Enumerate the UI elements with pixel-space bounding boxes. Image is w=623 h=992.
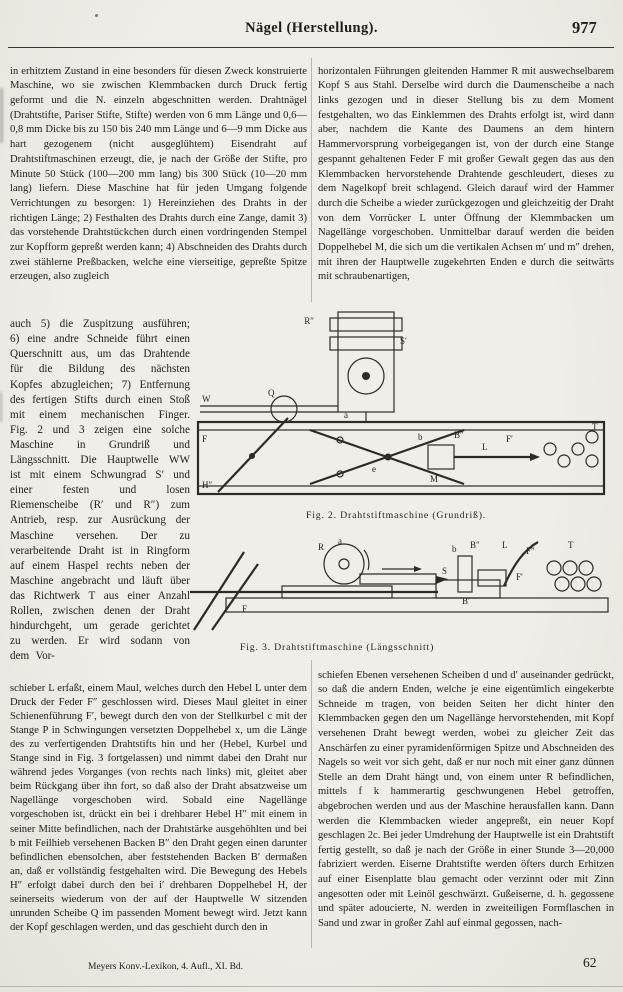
fig3-label: L [502, 540, 508, 550]
fig3-label: T [568, 540, 574, 550]
figure-block [186, 308, 616, 660]
right-column-text-bottom: schiefen Ebenen versehenen Scheiben d und d′ auseinander gedrückt, so daß die andern Enden, welche je eine eigentümlich eingekerbte Schneide m tragen, von beiden Seiten her dicht hinter den Klemmbacken gegen den um Nagellänge hervorstehenden, mit Kopf versehenen Draht bewegt werden, wobei zu gleicher Zeit das Anschärfen zu einer pyramidenförmigen Spitze und Abschneiden des Nagels so weit vor sich geht, daß er nur noch mit einer ganz dünnen Stelle an dem Draht hängt und, von einem unter R befindlichen, mittels f k hammerartig geschwungenen Hebel getroffen, abgebrochen werden und aus der Maschine herausfallen kann. Dann werden die Klemmbacken wieder angepreßt, ein neuer Kopf geschlagen 2c. Bei jeder Umdrehung der Hauptwelle ist ein Drahtstift fertig gestellt, so daß je nach der Größe in einer Stunde 3—20,000 fabriziert werden. Eiserne Drahtstifte werden öfters durch Erhitzen auf einer Eisenplatte blau gemacht oder verzinnt oder mit Zinn angesotten oder mit Leinöl geschwärzt. Gußeiserne, d. h. gegossene und später adoucierte, N. werden in zweiteiligen Formflaschen in Sand und zwar in großer Zahl auf einmal gegossen, nach- [318, 669, 614, 929]
fig3-caption: Fig. 3. Drahtstiftmaschine (Längsschnitt) [240, 642, 435, 653]
right-column-text-top: horizontalen Führungen gleitenden Hammer R mit auswechselbarem Kopf S aus Stahl. Derselbe wird durch die Daumenscheibe a nach links gezogen und in dieser Stellung bis zu dem Moment festgehalten, wo das Einklemmen des Drahts erfolgt ist, wird dann aber, nachdem die Kante des Daumens an dem hintern Hammervorsprung vorbeigegangen ist, von der durch eine Stange gespannt gehaltenen Feder F mit großer Gewalt gegen das aus den Klemmbacken hervorstehende Drahtende geschleudert, dieses zu dem Nagelkopf breit schlagend. Gleich darauf wird der Hammer durch die Scheibe a wieder zurückgezogen und gleichzeitig der Draht von dem Vorrücker L unter Öffnung der Klemmbacken um Nagellänge vorgeschoben. Unmittelbar darauf werden die beiden Doppelhebel M, die sich um die vertikalen Achsen m′ und m″ drehen, mit ihren der Hauptwelle zugekehrten Enden e durch die seitwärts mit schraubenartigen, [318, 65, 614, 283]
header-rule [8, 47, 614, 48]
fig2-label: H″ [202, 480, 213, 490]
fig2-label: Q [268, 388, 275, 398]
fig2-label: R″ [304, 316, 314, 326]
running-header-title: Nägel (Herstellung). [245, 20, 378, 36]
fig2-label: a [344, 410, 348, 420]
footer-signature-number: 62 [583, 955, 597, 970]
fig2-label: S′ [400, 336, 407, 346]
fig2-label: F [202, 434, 208, 444]
fig2-drawing-wire-nail-machine-plan [192, 308, 612, 504]
fig2-label: L [482, 442, 488, 452]
left-column-text-bottom: schieber L erfaßt, einem Maul, welches durch den Hebel L unter dem Druck der Feder F″ geschlossen wird. Dieses Maul gleitet in einer Schienenführung F′, bewegt durch den von der Stellkurbel c mit der Stange P in Schwingungen versetzten Doppelhebel x, um die Länge des zu verfertigenden Drahtstifts hin und her (Hebel, Kurbel und Stange sind in Fig. 3 fortgelassen) und nimmt dabei den Draht nur während jedes Vorganges (von rechts nach links) mit, gleitet aber beim Rückgang über ihn fort, so daß also der Draht absatzweise um Nagellänge vorgeschoben wird. Sobald eine Nagellänge vorgeschoben ist, drückt ein bei i drehbarer Hebel H″ mit einem in seiner Mitte befindlichen, nach der Drahtstärke ausgehöhlten und bei b mit Feilhieb versehenen Backen B″ den Draht gegen einen darunter befindlichen ebensolchen, aber feststehenden Backen B′ dermaßen an, daß er vollständig festgehalten wird. Die Bewegung des Hebels H″ erfolgt dabei durch den bei i′ drehbaren Doppelhebel H, der seinerseits wiederum von der auf der Hauptwelle W sitzenden unrunden Scheibe Q im passenden Moment bewegt wird. Jetzt kann der Kopf geschlagen werden, und das geschieht durch den in [10, 682, 307, 934]
footer-imprint: Meyers Konv.-Lexikon, 4. Aufl., XI. Bd. [88, 962, 244, 972]
fig3-drawing-wire-nail-machine-section [186, 536, 614, 636]
fig2-label: e [372, 464, 376, 474]
bottom-scan-edge [0, 986, 623, 987]
fig2-label: W [202, 394, 211, 404]
fig2-label: F′ [506, 434, 513, 444]
fig2-label: T [592, 422, 598, 432]
fig3-label: B″ [470, 540, 480, 550]
scan-speck [95, 14, 98, 17]
fig3-label: F′ [516, 572, 523, 582]
fig3-label: F″ [526, 546, 535, 556]
fig2-label: B″ [454, 430, 464, 440]
fig2-label: b [418, 432, 423, 442]
fig2-label: M [430, 474, 439, 484]
column-divider-rule [311, 660, 312, 948]
left-column-text-top: in erhitztem Zustand in eine besonders für diesen Zweck konstruierte Maschine, wo sie zwischen Klemmbacken durch Druck fertig geformt und die N. einzeln abgeschnitten werden. Drahtnägel (Drahtstifte, Pariser Stifte, Stifte) werden von 6 mm Länge und 0,6—0,8 mm Dicke bis zu 150 bis 240 mm Länge und 6—9 mm Dicke aus hart gezogenem (nicht ausgeglühtem) Eisendraht auf Drahtstiftmaschinen erzeugt, die, je nach der Größe der Stifte, pro Minute 50 Stück (100—200 mm lang) bis 300 Stück (10—20 mm lang) liefern. Diese Maschine hat für jeden Umgang folgende Verrichtungen zu besorgen: 1) Hereinziehen des Drahts in der richtigen Länge; 2) Festhalten des Drahts durch eine Zange, damit 3) das vorstehende Drahtstückchen durch einen vordringenden Stempel zur Kopfform gepreßt werden kann; 4) Abschneiden des Drahts durch zwei stählerne Preßbacken, welche eine vierseitige, gepreßte Spitze erzeugen, also zugleich [10, 65, 307, 283]
fig3-label: B′ [462, 596, 470, 606]
scan-smudge [0, 392, 2, 422]
fig3-label: b [452, 544, 457, 554]
left-column-text-beside-figure: auch 5) die Zuspitzung ausführen; 6) eine andre Schneide führt einen Querschnitt aus, um das Drahtende für die Bildung des nächsten Kopfes abzugleichen; 7) Entfernung des fertigen Stifts durch einen Stoß mit einem mechanischen Finger. Fig. 2 und 3 zeigen eine solche Maschine in Grundriß und Längsschnitt. Die Hauptwelle WW ist mit einem Schwungrad S′ und einer festen und losen Riemenscheibe (R′ und R″) zum Antrieb, resp. zur Ausrückung der Maschine versehen. Der zu verarbeitende Draht ist in Ringform auf einem Haspel rechts neben der Maschine angebracht und läuft über das Richtwerk T aus einer Anzahl Rollen, zwischen denen der Draht hindurchgeht, um gerade gerichtet zu werden. Er wird sodann von dem Vor- [10, 318, 190, 663]
fig3-label: R [318, 542, 325, 552]
fig3-label: S [442, 566, 448, 576]
column-divider-rule [311, 58, 312, 302]
scan-smudge [0, 88, 3, 143]
fig3-label: a [338, 536, 342, 546]
fig3-label: F [242, 604, 248, 614]
fig2-caption: Fig. 2. Drahtstiftmaschine (Grundriß). [305, 510, 487, 521]
page-number: 977 [572, 18, 597, 37]
